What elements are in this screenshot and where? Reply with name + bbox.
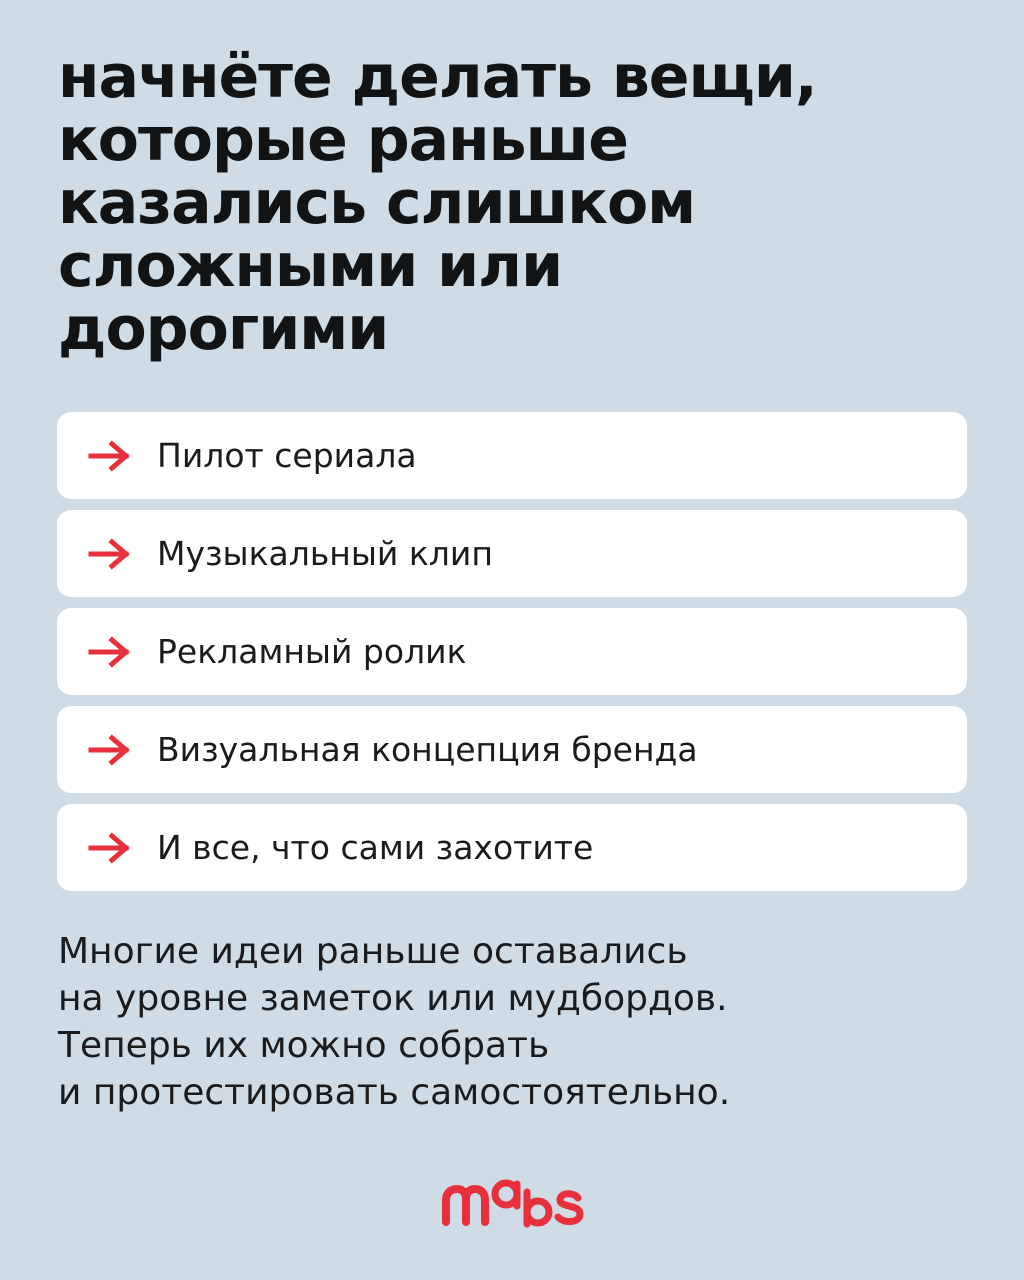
arrow-right-icon <box>87 733 135 767</box>
arrow-right-icon <box>87 439 135 473</box>
list-item <box>57 510 967 597</box>
list-item <box>57 412 967 499</box>
paragraph-line: Теперь их можно собрать <box>58 1025 550 1066</box>
headline-line: которые раньше <box>58 105 628 175</box>
paragraph-line: на уровне заметок или мудбордов. <box>58 978 728 1019</box>
paragraph-line: и протестировать самостоятельно. <box>58 1072 731 1113</box>
list-item-label: Пилот сериала <box>157 436 417 475</box>
headline-line: казались слишком <box>58 168 696 238</box>
list-item <box>57 804 967 891</box>
mads-logo <box>440 1172 590 1232</box>
list-item <box>57 706 967 793</box>
list-item-label: Рекламный ролик <box>157 632 467 671</box>
paragraph-line: Многие идеи раньше оставались <box>58 931 688 972</box>
arrow-right-icon <box>87 537 135 571</box>
list-item <box>57 608 967 695</box>
description-paragraph <box>58 928 988 1116</box>
headline-line: начнёте делать вещи, <box>58 42 817 112</box>
list-item-label: Визуальная концепция бренда <box>157 730 698 769</box>
arrow-right-icon <box>87 635 135 669</box>
arrow-right-icon <box>87 831 135 865</box>
headline-line: дорогими <box>58 294 389 364</box>
list-item-label: Музыкальный клип <box>157 534 493 573</box>
list-item-label: И все, что сами захотите <box>157 828 594 867</box>
feature-list <box>57 412 967 902</box>
headline-line: сложными или <box>58 231 563 301</box>
headline <box>58 42 978 364</box>
